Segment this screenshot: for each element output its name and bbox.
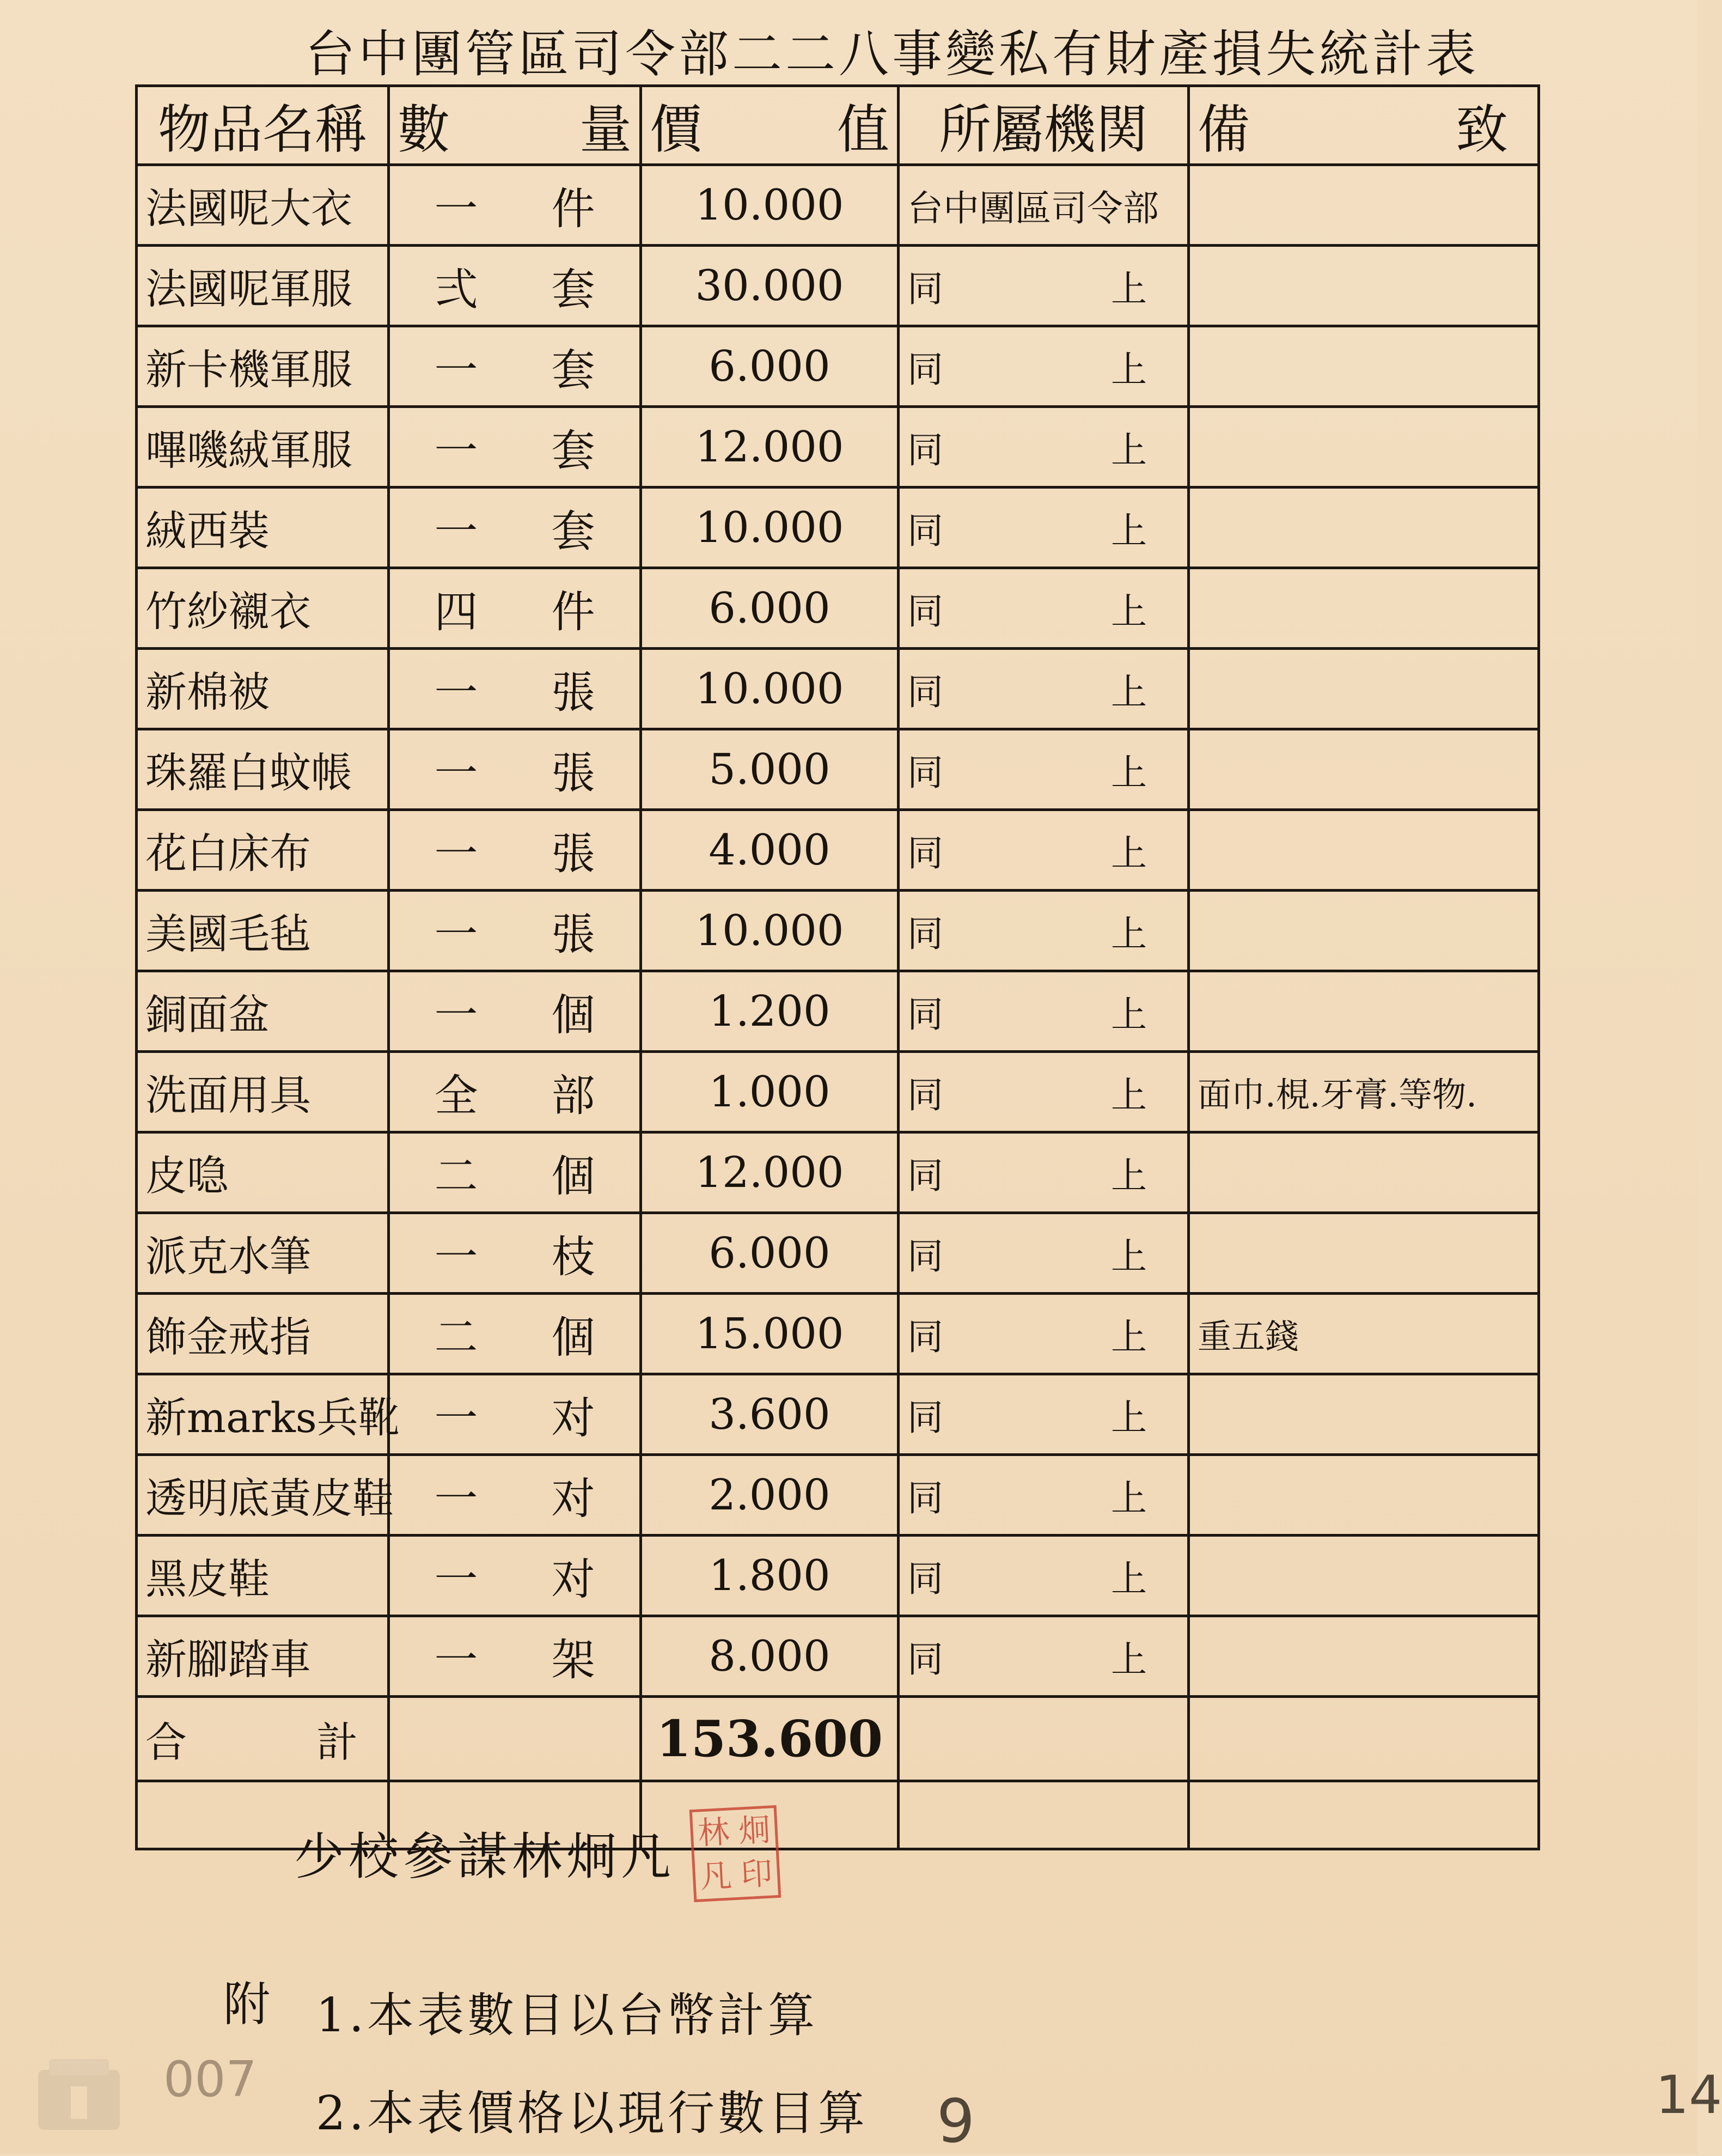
item-quantity [389, 649, 641, 729]
item-organization [899, 729, 1189, 810]
quantity-number: 一 [434, 1473, 478, 1524]
item-organization [899, 810, 1189, 891]
organization-b: 上 [1111, 671, 1147, 713]
table-row [137, 891, 1539, 971]
quantity-unit: 套 [551, 425, 595, 476]
table-row [137, 246, 1539, 326]
header-quantity [389, 86, 641, 165]
table-row [137, 1455, 1539, 1536]
item-quantity [389, 729, 641, 810]
quantity-unit: 張 [551, 829, 595, 879]
item-name: 皮喼 [137, 1132, 389, 1213]
organization-a: 同 [907, 913, 943, 955]
organization-b: 上 [1111, 832, 1147, 874]
header-value-a: 價 [650, 99, 702, 160]
item-value: 3.600 [641, 1374, 899, 1455]
item-organization [899, 971, 1189, 1052]
item-remarks [1189, 891, 1539, 971]
item-value: 12.000 [641, 1132, 899, 1213]
item-remarks [1189, 810, 1539, 891]
organization-b: 上 [1111, 510, 1147, 552]
item-organization [899, 1455, 1189, 1536]
organization-a: 同 [907, 1074, 943, 1116]
organization-b: 上 [1111, 349, 1147, 391]
item-value: 1.200 [641, 971, 899, 1052]
quantity-unit: 套 [551, 506, 595, 557]
item-name: 新棉被 [137, 649, 389, 729]
organization-a: 同 [907, 1558, 943, 1600]
item-remarks [1189, 326, 1539, 407]
item-name: 珠羅白蚊帳 [137, 729, 389, 810]
item-name: 新marks兵靴 [137, 1374, 389, 1455]
item-quantity [389, 1052, 641, 1132]
item-organization [899, 1052, 1189, 1132]
quantity-unit: 套 [551, 345, 595, 395]
table-row [137, 971, 1539, 1052]
item-name: 法國呢大衣 [137, 165, 389, 246]
organization-a: 同 [907, 268, 943, 310]
quantity-number: 一 [434, 506, 478, 557]
quantity-unit: 件 [551, 587, 595, 637]
quantity-number: 一 [434, 829, 478, 879]
item-remarks [1189, 971, 1539, 1052]
quantity-number: 一 [434, 425, 478, 476]
item-remarks [1189, 407, 1539, 488]
table-row [137, 1536, 1539, 1616]
red-seal-stamp [689, 1805, 781, 1902]
item-name: 竹紗襯衣 [137, 568, 389, 649]
item-name: 洗面用具 [137, 1052, 389, 1132]
total-label [137, 1697, 389, 1781]
organization-b: 上 [1111, 913, 1147, 955]
organization-b: 上 [1111, 1558, 1147, 1600]
item-value: 6.000 [641, 568, 899, 649]
item-quantity [389, 488, 641, 568]
item-organization [899, 246, 1189, 326]
item-name: 銅面盆 [137, 971, 389, 1052]
page-number-mark: 9 [937, 2086, 975, 2156]
total-remarks [1189, 1697, 1539, 1781]
item-quantity [389, 1132, 641, 1213]
item-name: 花白床布 [137, 810, 389, 891]
item-organization [899, 1213, 1189, 1294]
header-remarks [1189, 86, 1539, 165]
organization-b: 上 [1111, 1155, 1147, 1197]
table-row [137, 407, 1539, 488]
header-remarks-b: 致 [1456, 99, 1508, 160]
footnote-2: 2.本表價格以現行數目算 [316, 2086, 869, 2141]
total-quantity [389, 1697, 641, 1781]
total-row [137, 1697, 1539, 1781]
item-quantity [389, 1213, 641, 1294]
item-quantity [389, 246, 641, 326]
quantity-number: 一 [434, 990, 478, 1040]
loss-table [135, 84, 1540, 1850]
quantity-unit: 個 [551, 1312, 595, 1363]
organization-a: 同 [907, 1477, 943, 1519]
item-quantity [389, 971, 641, 1052]
item-remarks [1189, 1455, 1539, 1536]
header-organization: 所屬機関 [899, 86, 1189, 165]
organization-a: 同 [907, 1397, 943, 1439]
total-label-a: 合 [145, 1718, 187, 1767]
quantity-unit: 件 [551, 184, 595, 234]
item-organization [899, 1294, 1189, 1374]
quantity-number: 全 [434, 1070, 478, 1121]
item-organization [899, 165, 1189, 246]
quantity-unit: 对 [551, 1393, 595, 1444]
quantity-unit: 個 [551, 1151, 595, 1202]
item-name: 嗶嘰絨軍服 [137, 407, 389, 488]
footnote-label: 附 [223, 1977, 270, 2032]
item-quantity [389, 1374, 641, 1455]
item-organization [899, 568, 1189, 649]
item-value: 1.000 [641, 1052, 899, 1132]
item-quantity [389, 568, 641, 649]
organization-b: 上 [1111, 1639, 1147, 1680]
quantity-number: 一 [434, 345, 478, 395]
organization-a: 同 [907, 349, 943, 391]
quantity-number: 一 [434, 1554, 478, 1605]
table-row [137, 165, 1539, 246]
item-remarks [1189, 1616, 1539, 1697]
item-quantity [389, 1616, 641, 1697]
total-organization [899, 1697, 1189, 1781]
item-quantity [389, 891, 641, 971]
item-quantity [389, 810, 641, 891]
header-value [641, 86, 899, 165]
item-value: 2.000 [641, 1455, 899, 1536]
organization-a: 同 [907, 752, 943, 794]
organization-b: 上 [1111, 752, 1147, 794]
item-remarks: 重五錢 [1189, 1294, 1539, 1374]
organization-a: 同 [907, 1316, 943, 1358]
item-remarks [1189, 1213, 1539, 1294]
quantity-number: 一 [434, 748, 478, 799]
organization-a: 同 [907, 590, 943, 632]
table-row [137, 1374, 1539, 1455]
organization-a: 同 [907, 832, 943, 874]
item-value: 8.000 [641, 1616, 899, 1697]
organization-b: 上 [1111, 590, 1147, 632]
organization-b: 上 [1111, 268, 1147, 310]
item-organization [899, 488, 1189, 568]
item-name: 飾金戒指 [137, 1294, 389, 1374]
total-label-b: 計 [316, 1718, 358, 1767]
table-row [137, 1294, 1539, 1374]
organization-a: 台中團區司令部 [907, 187, 1159, 229]
quantity-number: 一 [434, 1393, 478, 1444]
quantity-number: 二 [434, 1151, 478, 1202]
table-header-row [137, 86, 1539, 165]
table-row [137, 1052, 1539, 1132]
quantity-unit: 張 [551, 748, 595, 799]
seal-char: 林 [697, 1813, 731, 1852]
item-organization [899, 326, 1189, 407]
item-organization [899, 1616, 1189, 1697]
item-remarks [1189, 1132, 1539, 1213]
quantity-unit: 張 [551, 909, 595, 960]
item-quantity [389, 1294, 641, 1374]
organization-b: 上 [1111, 1316, 1147, 1358]
folio-number-mark: 14 [1656, 2064, 1722, 2125]
blank-cell [1189, 1781, 1539, 1849]
quantity-number: 一 [434, 1635, 478, 1685]
item-organization [899, 649, 1189, 729]
item-value: 10.000 [641, 165, 899, 246]
seal-char: 印 [740, 1854, 774, 1893]
organization-a: 同 [907, 1235, 943, 1277]
item-quantity [389, 1536, 641, 1616]
blank-cell [899, 1781, 1189, 1849]
item-name: 透明底黃皮鞋 [137, 1455, 389, 1536]
item-name: 法國呢軍服 [137, 246, 389, 326]
organization-a: 同 [907, 510, 943, 552]
quantity-number: 一 [434, 1232, 478, 1282]
item-value: 10.000 [641, 891, 899, 971]
item-organization [899, 1132, 1189, 1213]
table-row [137, 729, 1539, 810]
quantity-unit: 張 [551, 667, 595, 718]
item-remarks [1189, 246, 1539, 326]
quantity-unit: 個 [551, 990, 595, 1040]
item-value: 10.000 [641, 488, 899, 568]
table-row [137, 1616, 1539, 1697]
table-row [137, 488, 1539, 568]
organization-b: 上 [1111, 1477, 1147, 1519]
item-organization [899, 891, 1189, 971]
item-name: 絨西裝 [137, 488, 389, 568]
item-remarks [1189, 568, 1539, 649]
organization-b: 上 [1111, 1397, 1147, 1439]
item-remarks [1189, 488, 1539, 568]
header-item-name: 物品名稱 [137, 86, 389, 165]
quantity-number: 一 [434, 667, 478, 718]
item-value: 10.000 [641, 649, 899, 729]
archive-number-mark: 007 [163, 2051, 257, 2108]
item-name: 美國毛毡 [137, 891, 389, 971]
item-quantity [389, 326, 641, 407]
quantity-number: 一 [434, 184, 478, 234]
quantity-unit: 对 [551, 1473, 595, 1524]
item-value: 1.800 [641, 1536, 899, 1616]
item-value: 6.000 [641, 1213, 899, 1294]
table-row [137, 326, 1539, 407]
seal-char: 炯 [737, 1811, 772, 1850]
item-name: 派克水筆 [137, 1213, 389, 1294]
item-value: 15.000 [641, 1294, 899, 1374]
organization-a: 同 [907, 1155, 943, 1197]
organization-a: 同 [907, 1639, 943, 1680]
header-remarks-a: 備 [1198, 99, 1250, 160]
item-remarks: 面巾.梘.牙膏.等物. [1189, 1052, 1539, 1132]
quantity-number: 弍 [434, 264, 478, 315]
organization-b: 上 [1111, 994, 1147, 1036]
item-remarks [1189, 729, 1539, 810]
item-quantity [389, 165, 641, 246]
item-value: 12.000 [641, 407, 899, 488]
quantity-unit: 套 [551, 264, 595, 315]
item-remarks [1189, 165, 1539, 246]
quantity-number: 二 [434, 1312, 478, 1363]
quantity-unit: 对 [551, 1554, 595, 1605]
item-quantity [389, 407, 641, 488]
item-quantity [389, 1455, 641, 1536]
table-row [137, 568, 1539, 649]
header-quantity-a: 數 [398, 99, 450, 160]
table-row [137, 1132, 1539, 1213]
organization-a: 同 [907, 671, 943, 713]
quantity-unit: 架 [551, 1635, 595, 1685]
item-value: 4.000 [641, 810, 899, 891]
item-name: 黑皮鞋 [137, 1536, 389, 1616]
quantity-number: 一 [434, 909, 478, 960]
item-organization [899, 1536, 1189, 1616]
document-title: 台中團管區司令部二二八事變私有財產損失統計表 [305, 25, 1480, 83]
quantity-unit: 枝 [551, 1232, 595, 1282]
signature: 少校參謀林炯凡 [294, 1828, 676, 1886]
item-organization [899, 1374, 1189, 1455]
footnote-1: 1.本表數目以台幣計算 [316, 1988, 819, 2043]
table-row [137, 1213, 1539, 1294]
header-quantity-b: 量 [579, 99, 632, 160]
quantity-unit: 部 [551, 1070, 595, 1121]
item-value: 5.000 [641, 729, 899, 810]
item-value: 6.000 [641, 326, 899, 407]
seal-char: 凡 [699, 1856, 733, 1896]
item-value: 30.000 [641, 246, 899, 326]
item-remarks [1189, 1374, 1539, 1455]
item-remarks [1189, 649, 1539, 729]
organization-b: 上 [1111, 1074, 1147, 1116]
table-row [137, 649, 1539, 729]
quantity-number: 四 [434, 587, 478, 637]
item-remarks [1189, 1536, 1539, 1616]
organization-a: 同 [907, 429, 943, 471]
organization-b: 上 [1111, 429, 1147, 471]
archive-watermark-icon [33, 2054, 125, 2135]
header-value-b: 值 [837, 99, 889, 160]
item-organization [899, 407, 1189, 488]
total-value: 153.600 [641, 1697, 899, 1781]
organization-a: 同 [907, 994, 943, 1036]
item-name: 新卡機軍服 [137, 326, 389, 407]
item-name: 新腳踏車 [137, 1616, 389, 1697]
table-row [137, 810, 1539, 891]
organization-b: 上 [1111, 1235, 1147, 1277]
